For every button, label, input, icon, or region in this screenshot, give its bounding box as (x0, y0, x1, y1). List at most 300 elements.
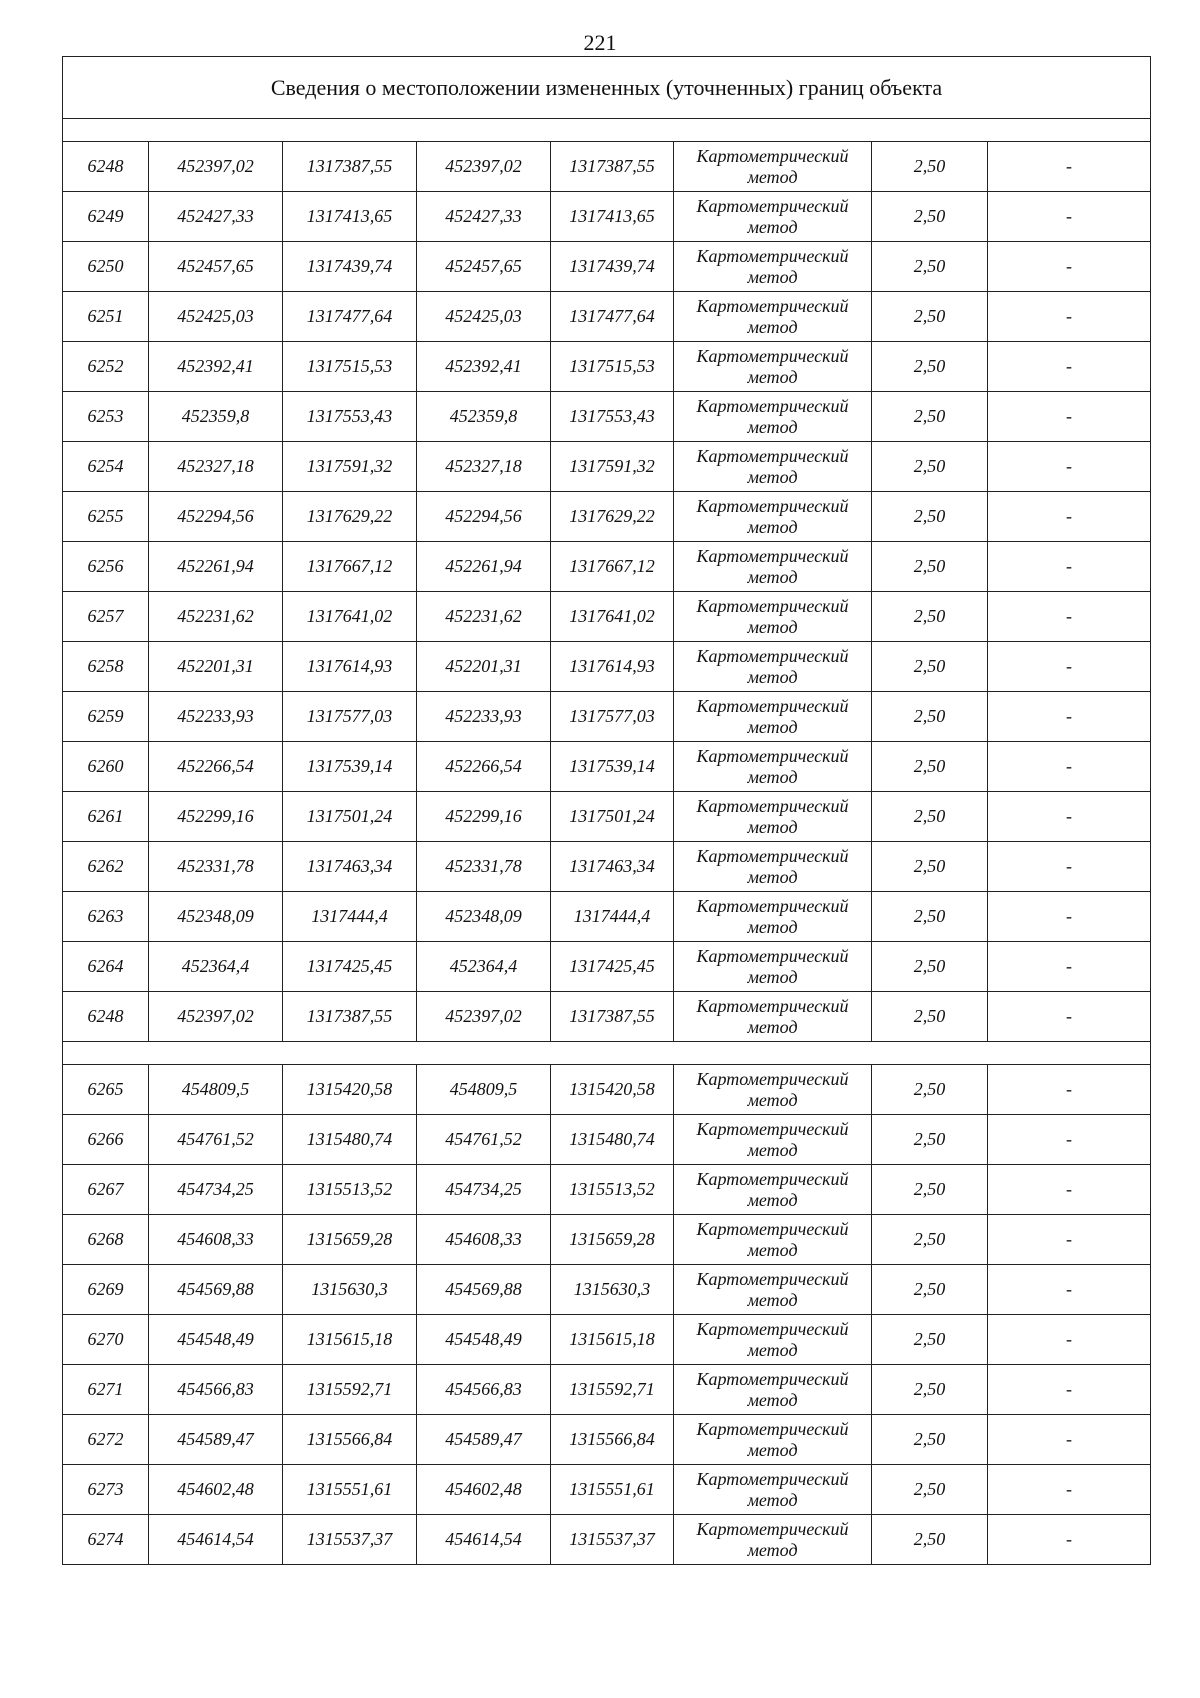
refined-y-cell: 1317477,64 (551, 292, 674, 342)
method-cell (674, 142, 872, 192)
existing-y-cell: 1317439,74 (283, 242, 417, 292)
accuracy-cell: 2,50 (872, 792, 988, 842)
table-row (63, 392, 1151, 442)
refined-x-cell: 452327,18 (417, 442, 551, 492)
method-line-2: метод (747, 466, 798, 487)
refined-x-cell: 452231,62 (417, 592, 551, 642)
existing-x-cell: 454569,88 (149, 1265, 283, 1315)
method-line-1: Картометрический (696, 195, 849, 216)
method-cell (674, 1365, 872, 1415)
refined-x-cell: 454602,48 (417, 1465, 551, 1515)
note-cell: - (988, 1365, 1151, 1415)
note-cell: - (988, 1315, 1151, 1365)
existing-y-cell: 1317641,02 (283, 592, 417, 642)
method-cell (674, 342, 872, 392)
existing-y-cell: 1317463,34 (283, 842, 417, 892)
method-line-1: Картометрический (696, 645, 849, 666)
method-line-2: метод (747, 166, 798, 187)
point-number-cell: 6272 (63, 1415, 149, 1465)
existing-y-cell: 1317413,65 (283, 192, 417, 242)
existing-x-cell: 452427,33 (149, 192, 283, 242)
refined-x-cell: 452397,02 (417, 142, 551, 192)
existing-x-cell: 454602,48 (149, 1465, 283, 1515)
refined-x-cell: 454809,5 (417, 1065, 551, 1115)
table-row (63, 1415, 1151, 1465)
page-number: 221 (583, 30, 617, 55)
table-row (63, 1515, 1151, 1565)
refined-x-cell: 454566,83 (417, 1365, 551, 1415)
existing-y-cell: 1317614,93 (283, 642, 417, 692)
note-cell: - (988, 1465, 1151, 1515)
method-line-1: Картометрический (696, 945, 849, 966)
existing-y-cell: 1317629,22 (283, 492, 417, 542)
existing-x-cell: 452233,93 (149, 692, 283, 742)
refined-y-cell: 1317444,4 (551, 892, 674, 942)
refined-y-cell: 1317387,55 (551, 142, 674, 192)
method-line-2: метод (747, 266, 798, 287)
refined-y-cell: 1315630,3 (551, 1265, 674, 1315)
method-line-2: метод (747, 716, 798, 737)
refined-x-cell: 452359,8 (417, 392, 551, 442)
existing-y-cell: 1317501,24 (283, 792, 417, 842)
method-line-1: Картометрический (696, 1168, 849, 1189)
refined-y-cell: 1317667,12 (551, 542, 674, 592)
note-cell: - (988, 642, 1151, 692)
accuracy-cell: 2,50 (872, 1515, 988, 1565)
method-cell (674, 192, 872, 242)
point-number-cell: 6250 (63, 242, 149, 292)
refined-x-cell: 452266,54 (417, 742, 551, 792)
method-line-2: метод (747, 1389, 798, 1410)
note-cell: - (988, 342, 1151, 392)
existing-x-cell: 454614,54 (149, 1515, 283, 1565)
method-cell (674, 592, 872, 642)
existing-y-cell: 1317591,32 (283, 442, 417, 492)
existing-y-cell: 1317553,43 (283, 392, 417, 442)
existing-x-cell: 452261,94 (149, 542, 283, 592)
accuracy-cell: 2,50 (872, 1165, 988, 1215)
refined-x-cell: 452457,65 (417, 242, 551, 292)
method-line-1: Картометрический (696, 395, 849, 416)
existing-x-cell: 454734,25 (149, 1165, 283, 1215)
method-line-2: метод (747, 1189, 798, 1210)
point-number-cell: 6268 (63, 1215, 149, 1265)
existing-y-cell: 1315513,52 (283, 1165, 417, 1215)
existing-y-cell: 1317387,55 (283, 142, 417, 192)
section-separator-cell (63, 119, 1151, 142)
point-number-cell: 6260 (63, 742, 149, 792)
existing-y-cell: 1315566,84 (283, 1415, 417, 1465)
refined-x-cell: 452299,16 (417, 792, 551, 842)
method-line-1: Картометрический (696, 1118, 849, 1139)
table-row (63, 1465, 1151, 1515)
refined-x-cell: 452348,09 (417, 892, 551, 942)
method-cell (674, 1515, 872, 1565)
refined-y-cell: 1317501,24 (551, 792, 674, 842)
table-row (63, 1065, 1151, 1115)
existing-x-cell: 452359,8 (149, 392, 283, 442)
method-cell (674, 542, 872, 592)
existing-y-cell: 1315551,61 (283, 1465, 417, 1515)
accuracy-cell: 2,50 (872, 342, 988, 392)
existing-y-cell: 1315630,3 (283, 1265, 417, 1315)
note-cell: - (988, 242, 1151, 292)
method-line-1: Картометрический (696, 245, 849, 266)
existing-y-cell: 1317539,14 (283, 742, 417, 792)
point-number-cell: 6248 (63, 142, 149, 192)
refined-x-cell: 454734,25 (417, 1165, 551, 1215)
note-cell: - (988, 942, 1151, 992)
point-number-cell: 6261 (63, 792, 149, 842)
existing-y-cell: 1317515,53 (283, 342, 417, 392)
method-cell (674, 692, 872, 742)
table-row (63, 1365, 1151, 1415)
point-number-cell: 6267 (63, 1165, 149, 1215)
table-row (63, 492, 1151, 542)
method-line-2: метод (747, 1016, 798, 1037)
method-line-2: метод (747, 1139, 798, 1160)
point-number-cell: 6273 (63, 1465, 149, 1515)
refined-x-cell: 452397,02 (417, 992, 551, 1042)
method-line-1: Картометрический (696, 1268, 849, 1289)
table-body (63, 57, 1151, 1565)
accuracy-cell: 2,50 (872, 592, 988, 642)
method-line-2: метод (747, 316, 798, 337)
table-row (63, 542, 1151, 592)
existing-x-cell: 454761,52 (149, 1115, 283, 1165)
point-number-cell: 6258 (63, 642, 149, 692)
method-line-1: Картометрический (696, 495, 849, 516)
method-cell (674, 1465, 872, 1515)
refined-x-cell: 452261,94 (417, 542, 551, 592)
method-line-1: Картометрический (696, 1368, 849, 1389)
method-line-2: метод (747, 1439, 798, 1460)
method-line-2: метод (747, 1489, 798, 1510)
note-cell: - (988, 592, 1151, 642)
existing-y-cell: 1317425,45 (283, 942, 417, 992)
refined-y-cell: 1315592,71 (551, 1365, 674, 1415)
table-row (63, 242, 1151, 292)
method-cell (674, 242, 872, 292)
existing-x-cell: 454548,49 (149, 1315, 283, 1365)
existing-x-cell: 452299,16 (149, 792, 283, 842)
note-cell: - (988, 392, 1151, 442)
refined-y-cell: 1317515,53 (551, 342, 674, 392)
point-number-cell: 6251 (63, 292, 149, 342)
table-row (63, 892, 1151, 942)
table-row (63, 942, 1151, 992)
refined-y-cell: 1315659,28 (551, 1215, 674, 1265)
table-title: Сведения о местоположении измененных (уточненных) границ объекта (63, 57, 1151, 119)
accuracy-cell: 2,50 (872, 442, 988, 492)
method-cell (674, 1165, 872, 1215)
accuracy-cell: 2,50 (872, 1115, 988, 1165)
method-cell (674, 1265, 872, 1315)
existing-y-cell: 1317477,64 (283, 292, 417, 342)
point-number-cell: 6264 (63, 942, 149, 992)
method-line-2: метод (747, 1289, 798, 1310)
point-number-cell: 6252 (63, 342, 149, 392)
note-cell: - (988, 1215, 1151, 1265)
method-line-1: Картометрический (696, 745, 849, 766)
existing-x-cell: 452331,78 (149, 842, 283, 892)
method-line-1: Картометрический (696, 1468, 849, 1489)
method-cell (674, 842, 872, 892)
existing-y-cell: 1315615,18 (283, 1315, 417, 1365)
accuracy-cell: 2,50 (872, 542, 988, 592)
point-number-cell: 6257 (63, 592, 149, 642)
accuracy-cell: 2,50 (872, 1065, 988, 1115)
existing-y-cell: 1315537,37 (283, 1515, 417, 1565)
refined-y-cell: 1317553,43 (551, 392, 674, 442)
refined-y-cell: 1315420,58 (551, 1065, 674, 1115)
method-cell (674, 392, 872, 442)
refined-y-cell: 1317614,93 (551, 642, 674, 692)
point-number-cell: 6253 (63, 392, 149, 442)
note-cell: - (988, 492, 1151, 542)
method-line-1: Картометрический (696, 845, 849, 866)
method-cell (674, 792, 872, 842)
method-line-1: Картометрический (696, 895, 849, 916)
point-number-cell: 6271 (63, 1365, 149, 1415)
note-cell: - (988, 692, 1151, 742)
accuracy-cell: 2,50 (872, 992, 988, 1042)
accuracy-cell: 2,50 (872, 692, 988, 742)
refined-x-cell: 452294,56 (417, 492, 551, 542)
accuracy-cell: 2,50 (872, 392, 988, 442)
table-row (63, 292, 1151, 342)
existing-x-cell: 452397,02 (149, 142, 283, 192)
method-cell (674, 292, 872, 342)
table-row (63, 592, 1151, 642)
refined-x-cell: 452331,78 (417, 842, 551, 892)
accuracy-cell: 2,50 (872, 942, 988, 992)
method-line-2: метод (747, 1239, 798, 1260)
accuracy-cell: 2,50 (872, 1215, 988, 1265)
refined-x-cell: 454614,54 (417, 1515, 551, 1565)
note-cell: - (988, 1265, 1151, 1315)
existing-x-cell: 452327,18 (149, 442, 283, 492)
table-title-row (63, 57, 1151, 119)
method-line-2: метод (747, 366, 798, 387)
existing-x-cell: 452266,54 (149, 742, 283, 792)
refined-y-cell: 1317591,32 (551, 442, 674, 492)
refined-x-cell: 454569,88 (417, 1265, 551, 1315)
method-line-1: Картометрический (696, 595, 849, 616)
table-row (63, 142, 1151, 192)
existing-x-cell: 452425,03 (149, 292, 283, 342)
method-line-1: Картометрический (696, 1418, 849, 1439)
note-cell: - (988, 192, 1151, 242)
method-cell (674, 892, 872, 942)
method-line-1: Картометрический (696, 695, 849, 716)
refined-x-cell: 452233,93 (417, 692, 551, 742)
method-line-2: метод (747, 766, 798, 787)
table-row (63, 442, 1151, 492)
method-line-2: метод (747, 666, 798, 687)
point-number-cell: 6254 (63, 442, 149, 492)
method-line-1: Картометрический (696, 1068, 849, 1089)
refined-x-cell: 452427,33 (417, 192, 551, 242)
refined-y-cell: 1317463,34 (551, 842, 674, 892)
table-row (63, 692, 1151, 742)
method-cell (674, 642, 872, 692)
note-cell: - (988, 1115, 1151, 1165)
existing-x-cell: 454566,83 (149, 1365, 283, 1415)
method-line-1: Картометрический (696, 1218, 849, 1239)
existing-x-cell: 454589,47 (149, 1415, 283, 1465)
note-cell: - (988, 1165, 1151, 1215)
refined-y-cell: 1315615,18 (551, 1315, 674, 1365)
point-number-cell: 6263 (63, 892, 149, 942)
method-cell (674, 1215, 872, 1265)
refined-x-cell: 452364,4 (417, 942, 551, 992)
method-cell (674, 992, 872, 1042)
existing-y-cell: 1315480,74 (283, 1115, 417, 1165)
refined-x-cell: 454761,52 (417, 1115, 551, 1165)
method-line-2: метод (747, 516, 798, 537)
point-number-cell: 6266 (63, 1115, 149, 1165)
existing-y-cell: 1315420,58 (283, 1065, 417, 1115)
method-line-1: Картометрический (696, 1518, 849, 1539)
table-row (63, 742, 1151, 792)
note-cell: - (988, 1415, 1151, 1465)
table-row (63, 342, 1151, 392)
existing-x-cell: 452392,41 (149, 342, 283, 392)
method-cell (674, 1415, 872, 1465)
existing-x-cell: 452457,65 (149, 242, 283, 292)
note-cell: - (988, 892, 1151, 942)
point-number-cell: 6248 (63, 992, 149, 1042)
refined-x-cell: 454608,33 (417, 1215, 551, 1265)
note-cell: - (988, 1065, 1151, 1115)
existing-x-cell: 454809,5 (149, 1065, 283, 1115)
refined-x-cell: 452392,41 (417, 342, 551, 392)
accuracy-cell: 2,50 (872, 492, 988, 542)
table-row (63, 192, 1151, 242)
point-number-cell: 6256 (63, 542, 149, 592)
refined-y-cell: 1315566,84 (551, 1415, 674, 1465)
refined-x-cell: 452201,31 (417, 642, 551, 692)
existing-x-cell: 452364,4 (149, 942, 283, 992)
table-row (63, 1215, 1151, 1265)
method-cell (674, 1065, 872, 1115)
refined-y-cell: 1315551,61 (551, 1465, 674, 1515)
method-cell (674, 492, 872, 542)
refined-y-cell: 1317577,03 (551, 692, 674, 742)
existing-x-cell: 452231,62 (149, 592, 283, 642)
method-line-2: метод (747, 1089, 798, 1110)
method-cell (674, 742, 872, 792)
point-number-cell: 6249 (63, 192, 149, 242)
accuracy-cell: 2,50 (872, 892, 988, 942)
section-separator-row (63, 119, 1151, 142)
existing-y-cell: 1315592,71 (283, 1365, 417, 1415)
note-cell: - (988, 842, 1151, 892)
method-line-2: метод (747, 566, 798, 587)
method-cell (674, 442, 872, 492)
existing-y-cell: 1315659,28 (283, 1215, 417, 1265)
method-line-1: Картометрический (696, 1318, 849, 1339)
table-row (63, 642, 1151, 692)
table-row (63, 1265, 1151, 1315)
accuracy-cell: 2,50 (872, 1265, 988, 1315)
refined-y-cell: 1317641,02 (551, 592, 674, 642)
note-cell: - (988, 1515, 1151, 1565)
accuracy-cell: 2,50 (872, 142, 988, 192)
boundary-coordinates-table (62, 56, 1151, 1565)
note-cell: - (988, 992, 1151, 1042)
table-row (63, 842, 1151, 892)
point-number-cell: 6255 (63, 492, 149, 542)
method-line-2: метод (747, 816, 798, 837)
refined-x-cell: 452425,03 (417, 292, 551, 342)
note-cell: - (988, 442, 1151, 492)
point-number-cell: 6269 (63, 1265, 149, 1315)
note-cell: - (988, 742, 1151, 792)
accuracy-cell: 2,50 (872, 642, 988, 692)
method-line-1: Картометрический (696, 295, 849, 316)
accuracy-cell: 2,50 (872, 242, 988, 292)
refined-y-cell: 1317629,22 (551, 492, 674, 542)
point-number-cell: 6259 (63, 692, 149, 742)
refined-y-cell: 1315537,37 (551, 1515, 674, 1565)
existing-x-cell: 452201,31 (149, 642, 283, 692)
note-cell: - (988, 292, 1151, 342)
method-line-1: Картометрический (696, 545, 849, 566)
method-line-1: Картометрический (696, 995, 849, 1016)
existing-x-cell: 452348,09 (149, 892, 283, 942)
point-number-cell: 6274 (63, 1515, 149, 1565)
point-number-cell: 6265 (63, 1065, 149, 1115)
refined-y-cell: 1317539,14 (551, 742, 674, 792)
point-number-cell: 6262 (63, 842, 149, 892)
method-line-2: метод (747, 1339, 798, 1360)
existing-y-cell: 1317387,55 (283, 992, 417, 1042)
accuracy-cell: 2,50 (872, 1365, 988, 1415)
existing-y-cell: 1317577,03 (283, 692, 417, 742)
table-row (63, 1315, 1151, 1365)
accuracy-cell: 2,50 (872, 292, 988, 342)
method-line-2: метод (747, 916, 798, 937)
refined-y-cell: 1317439,74 (551, 242, 674, 292)
method-line-2: метод (747, 966, 798, 987)
table-row (63, 1165, 1151, 1215)
method-line-2: метод (747, 616, 798, 637)
section-separator-cell (63, 1042, 1151, 1065)
refined-x-cell: 454589,47 (417, 1415, 551, 1465)
existing-y-cell: 1317667,12 (283, 542, 417, 592)
existing-x-cell: 452294,56 (149, 492, 283, 542)
accuracy-cell: 2,50 (872, 1315, 988, 1365)
method-line-1: Картометрический (696, 445, 849, 466)
method-line-2: метод (747, 1539, 798, 1560)
refined-y-cell: 1317387,55 (551, 992, 674, 1042)
accuracy-cell: 2,50 (872, 742, 988, 792)
method-cell (674, 1115, 872, 1165)
method-line-1: Картометрический (696, 145, 849, 166)
refined-y-cell: 1317413,65 (551, 192, 674, 242)
table-row (63, 792, 1151, 842)
accuracy-cell: 2,50 (872, 192, 988, 242)
refined-y-cell: 1315513,52 (551, 1165, 674, 1215)
method-line-1: Картометрический (696, 795, 849, 816)
accuracy-cell: 2,50 (872, 842, 988, 892)
point-number-cell: 6270 (63, 1315, 149, 1365)
accuracy-cell: 2,50 (872, 1415, 988, 1465)
section-separator-row (63, 1042, 1151, 1065)
refined-y-cell: 1317425,45 (551, 942, 674, 992)
